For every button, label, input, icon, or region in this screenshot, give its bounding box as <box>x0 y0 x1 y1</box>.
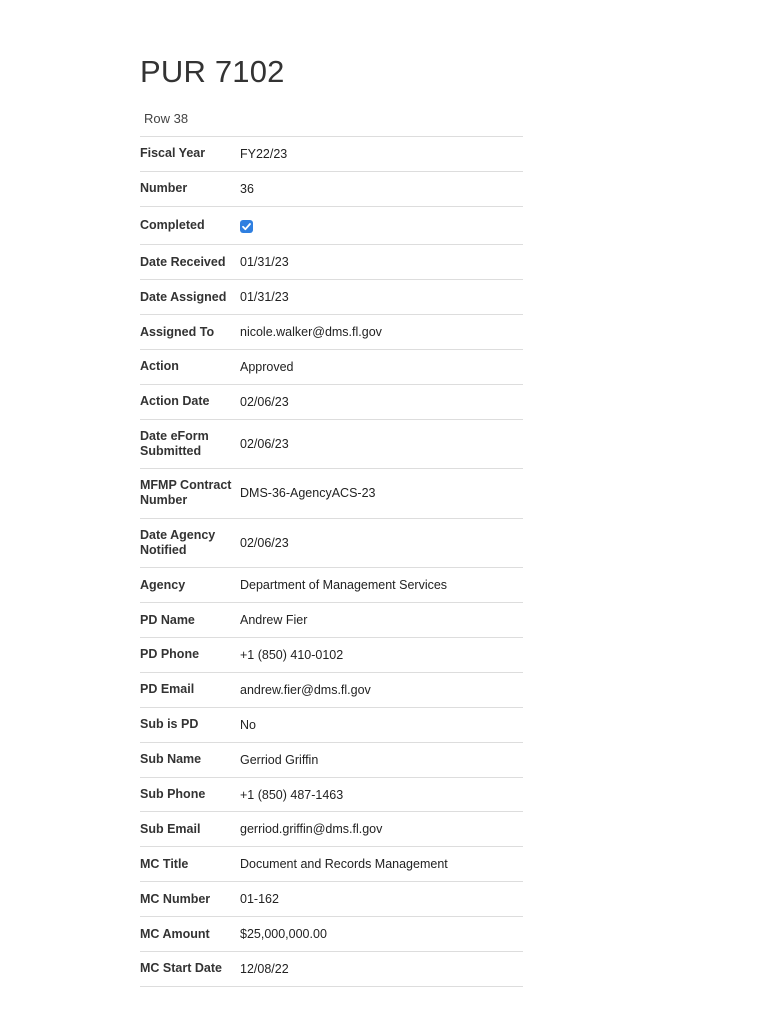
row-mc-number <box>140 882 523 917</box>
row-action <box>140 350 523 385</box>
field-label: Action <box>140 359 179 374</box>
field-label: Completed <box>140 218 205 233</box>
row-mc-title <box>140 847 523 882</box>
field-label: Sub is PD <box>140 717 199 732</box>
field-value: 01/31/23 <box>240 255 289 270</box>
row-pd-name <box>140 603 523 638</box>
field-label: Sub Email <box>140 821 201 836</box>
row-assigned-to <box>140 315 523 350</box>
row-completed <box>140 207 523 246</box>
field-value: Approved <box>240 359 294 374</box>
row-subtitle: Row 38 <box>144 111 189 126</box>
row-number <box>140 172 523 207</box>
row-sub-email <box>140 812 523 847</box>
row-date-agency-notified <box>140 519 523 569</box>
field-label: Number <box>140 181 188 196</box>
field-value: Gerriod Griffin <box>240 752 319 767</box>
field-label: Action Date <box>140 394 210 409</box>
row-fiscal-year <box>140 137 523 172</box>
field-value: 02/06/23 <box>240 535 289 550</box>
field-label: Date Received <box>140 254 226 269</box>
field-label: PD Name <box>140 612 195 627</box>
row-sub-is-pd <box>140 708 523 743</box>
field-label: MC Number <box>140 891 211 906</box>
field-value: gerriod.griffin@dms.fl.gov <box>240 822 383 837</box>
field-label: Assigned To <box>140 324 215 339</box>
field-value: Document and Records Management <box>240 857 448 872</box>
field-value: No <box>240 717 256 732</box>
row-date-assigned <box>140 280 523 315</box>
field-value: 02/06/23 <box>240 394 289 409</box>
field-value: FY22/23 <box>240 146 288 161</box>
field-value: 02/06/23 <box>240 436 289 451</box>
row-mfmp-contract-number <box>140 469 523 519</box>
field-label: MC Start Date <box>140 961 222 976</box>
field-label: Fiscal Year <box>140 146 206 161</box>
field-value: 01-162 <box>240 892 279 907</box>
record-table <box>140 136 523 987</box>
field-label: Sub Name <box>140 752 202 767</box>
field-value: nicole.walker@dms.fl.gov <box>240 325 382 339</box>
row-mc-start-date <box>140 952 523 987</box>
row-sub-name <box>140 743 523 778</box>
field-label: Date eForm Submitted <box>140 428 209 458</box>
field-label: Date Agency Notified <box>140 527 216 557</box>
row-date-eform-submitted <box>140 420 523 470</box>
page-title: PUR 7102 <box>140 54 285 89</box>
field-value: +1 (850) 410-0102 <box>240 647 344 662</box>
field-label: MFMP Contract Number <box>140 478 232 508</box>
field-label: Sub Phone <box>140 787 206 802</box>
field-label: Date Assigned <box>140 289 227 304</box>
field-label: MC Title <box>140 856 189 871</box>
field-value: 36 <box>240 181 254 196</box>
row-pd-phone <box>140 638 523 673</box>
row-mc-amount <box>140 917 523 952</box>
checkmark-icon <box>241 221 252 232</box>
field-value: $25,000,000.00 <box>240 927 327 942</box>
field-label: PD Email <box>140 682 195 697</box>
field-value: andrew.fier@dms.fl.gov <box>240 682 371 697</box>
field-label: Agency <box>140 577 186 592</box>
field-value: Andrew Fier <box>240 613 308 628</box>
row-pd-email <box>140 673 523 708</box>
field-value <box>240 218 523 232</box>
field-label: PD Phone <box>140 647 200 662</box>
field-value: Department of Management Services <box>240 578 448 593</box>
row-agency <box>140 568 523 603</box>
row-date-received <box>140 245 523 280</box>
field-value: DMS-36-AgencyACS-23 <box>240 486 376 501</box>
field-value: 12/08/22 <box>240 961 289 976</box>
completed-checkbox[interactable] <box>240 220 253 233</box>
field-value: 01/31/23 <box>240 290 289 305</box>
row-action-date <box>140 385 523 420</box>
field-label: MC Amount <box>140 926 210 941</box>
row-sub-phone <box>140 778 523 813</box>
field-value: +1 (850) 487-1463 <box>240 787 344 802</box>
